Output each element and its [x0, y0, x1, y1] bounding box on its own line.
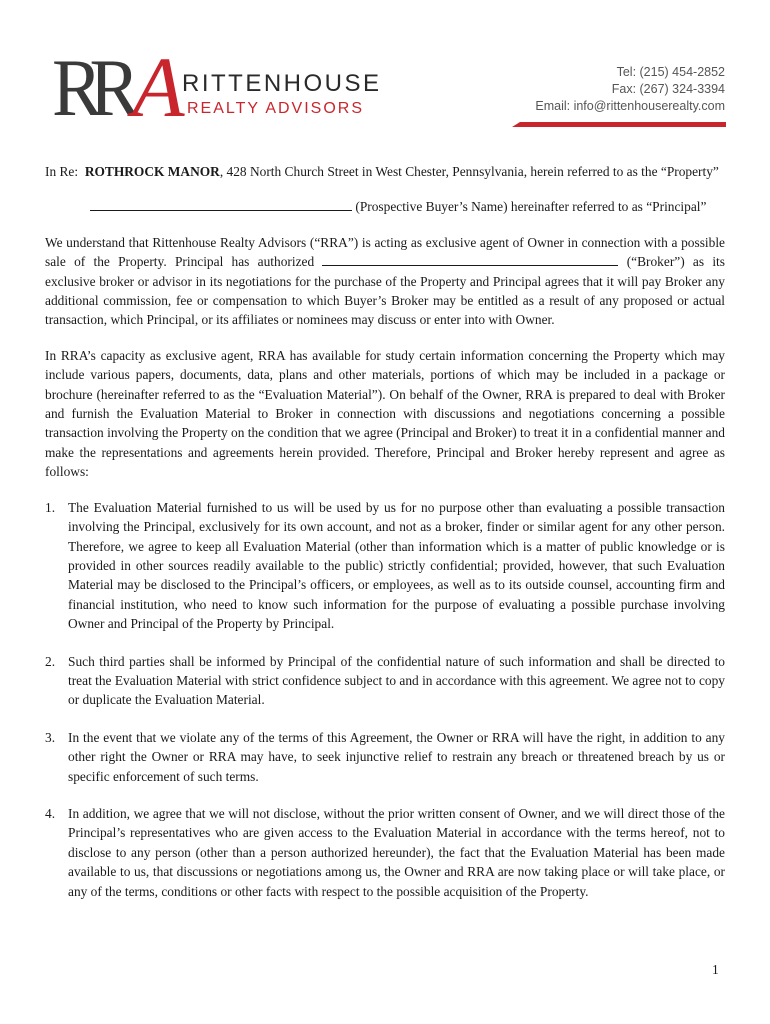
paragraph-agency [45, 233, 725, 330]
buyer-line-text: (Prospective Buyer’s Name) hereinafter referred to as “Principal” [355, 199, 707, 215]
clause-text: The Evaluation Material furnished to us will be used by us for no purpose other than evaluating a possible transaction involving the Principal, exclusively for its own account, and not as a broker, finder or similar agent for any other person. Therefore, we agree to keep all Evaluation Material (other than information which is a matter of public knowledge or is provided in other sources readily available to the public) strictly confidential; provided, however, that such Evaluation Material may be disclosed to the Principal’s officers, or employees, as well as to its outside counsel, accounting firm and financial institution, who need to know such information for the purpose of evaluating a possible purchase involving Owner and Principal of the Property by Principal. [68, 499, 725, 632]
clause-number: 4. [45, 805, 56, 821]
clause-number: 2. [45, 653, 56, 669]
agreement-body [45, 162, 725, 919]
buyer-name-blank[interactable] [90, 198, 352, 211]
paragraph-agency-part2: (“Broker”) as its exclusive broker or advisor in its negotiations for the purchase of the Property and Principal agrees that it will pay Broker any additional commission, fee or compensation to which Buyer’s Broker may be entitled as a result of any proposed or actual transaction, which Principal, or its affiliates or nominees may discuss or enter into with Owner. [45, 254, 725, 328]
logo-company-subtitle: REALTY ADVISORS [187, 100, 365, 117]
broker-name-blank[interactable] [322, 253, 618, 266]
logo-mark-a: A [132, 39, 185, 135]
contact-fax: Fax: (267) 324-3394 [611, 82, 725, 96]
clause-text: In the event that we violate any of the terms of this Agreement, the Owner or RRA will have the right, in addition to any other right the Owner or RRA may have, to seek injunctive relief to restrain any breach or threatened breach by us or specific enforcement of such terms. [68, 729, 725, 784]
contact-tel: Tel: (215) 454-2852 [616, 65, 725, 79]
buyer-line [45, 197, 725, 216]
clause-item [45, 652, 725, 710]
contact-email: Email: info@rittenhouserealty.com [535, 99, 725, 113]
clause-number: 1. [45, 499, 56, 515]
clause-item [45, 728, 725, 786]
re-rest: , 428 North Church Street in West Chester, Pennsylvania, herein referred to as the “Property” [219, 164, 719, 179]
re-line [45, 162, 725, 181]
page-number: 1 [712, 962, 719, 977]
paragraph-evaluation-material: In RRA’s capacity as exclusive agent, RRA has available for study certain information concerning the Property which may include various papers, documents, data, plans and other materials, portions of which may be included in a package or brochure (hereinafter referred to as the “Evaluation Material”). On behalf of the Owner, RRA is prepared to deal with Broker and furnish the Evaluation Material to Broker in connection with discussions and negotiations concerning a possible transaction involving the Property on the condition that we agree (Principal and Broker) to treat it in a confidential manner and make the representations and agreements herein provided. Therefore, Principal and Broker hereby represent and agree as follows: [45, 347, 725, 480]
clause-item [45, 498, 725, 634]
clause-number: 3. [45, 729, 56, 745]
clause-text: In addition, we agree that we will not disclose, without the prior written consent of Owner, and we will direct those of the Principal’s representatives who are given access to the Evaluation Material in accordance with the terms hereof, not to disclose to any person (other than a person authorized hereunder), the fact that the Evaluation Material has been made available to us, that discussions or negotiations among us, the Owner and RRA are now taking place or will take place, or any of the terms, conditions or other facts with respect to the possible acquisition of the Property. [68, 805, 725, 899]
clause-text: Such third parties shall be informed by Principal of the confidential nature of such information and shall be directed to treat the Evaluation Material with strict confidence subject to and in accordance with this agreement. We agree not to copy or duplicate the Evaluation Material. [68, 653, 725, 708]
re-prefix: In Re: [45, 164, 79, 179]
company-logo [50, 39, 382, 135]
letterhead-accent-bar [512, 122, 726, 127]
clauses-list [45, 498, 725, 901]
property-name: ROTHROCK MANOR [84, 164, 220, 179]
contact-block [535, 64, 725, 115]
paragraph-agency-part1: We understand that Rittenhouse Realty Advisors (“RRA”) is acting as exclusive agent of Owner in connection with a possible sale of the Property. Principal has authorized [45, 234, 725, 270]
logo-mark-rr: RR [52, 42, 127, 133]
letterhead [0, 0, 770, 140]
logo-company-name: RITTENHOUSE [182, 70, 382, 97]
clause-item [45, 804, 725, 901]
